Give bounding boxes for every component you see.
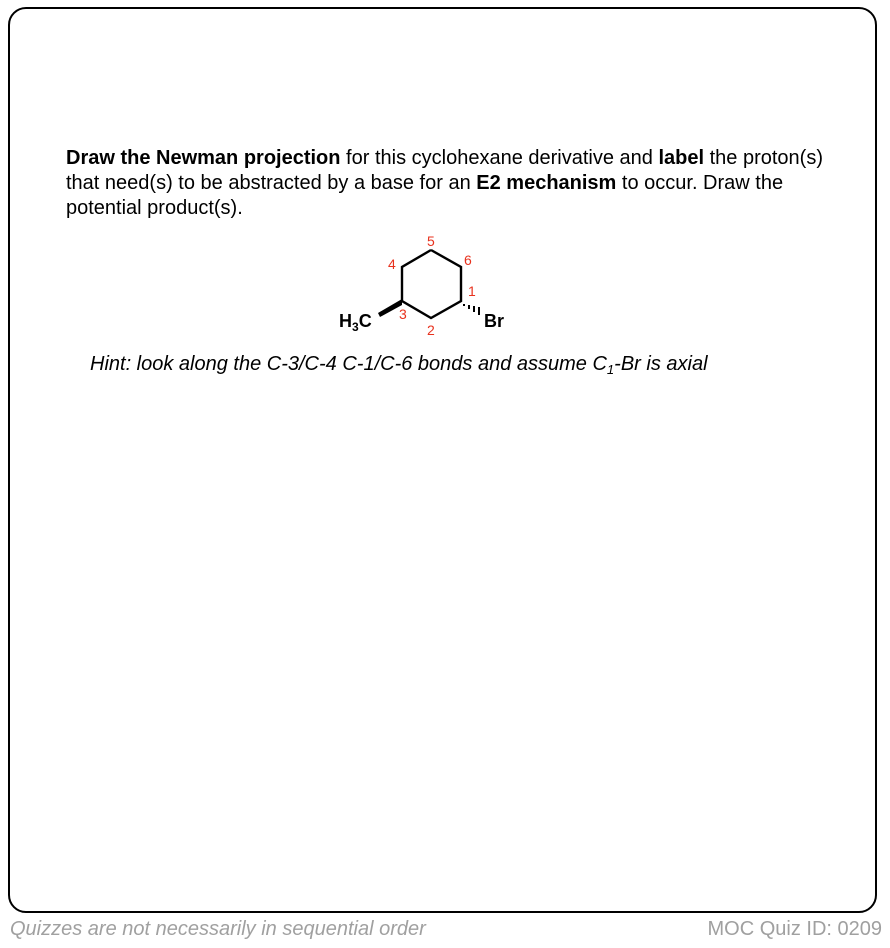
- methyl-group: [339, 311, 372, 334]
- question-bold-2: label: [658, 147, 705, 169]
- hint-text: [90, 353, 708, 376]
- footer-quiz-id: MOC Quiz ID: 0209: [707, 918, 882, 940]
- question-text-2: the proton(s) that need(s) to be abstracted by a base for an: [66, 147, 823, 194]
- atom-number-3: 3: [399, 306, 407, 322]
- methyl-c: C: [358, 311, 372, 331]
- atom-number-2: 2: [427, 322, 435, 338]
- atom-number-1: 1: [468, 283, 476, 299]
- bromo-group: Br: [484, 311, 505, 331]
- methyl-h: H: [339, 311, 352, 331]
- hint-subscript: 1: [606, 362, 615, 377]
- atom-number-6: 6: [464, 252, 472, 268]
- cyclohexane-structure: [330, 228, 530, 348]
- atom-number-4: 4: [388, 256, 396, 272]
- ring-bonds: [402, 250, 461, 318]
- question-bold-3: E2 mechanism: [476, 172, 617, 194]
- question-text-3: to occur. Draw the potential product(s).: [66, 172, 784, 219]
- atom-number-5: 5: [427, 233, 435, 249]
- question-text-1: for this cyclohexane derivative and: [340, 147, 659, 169]
- hint-text-before: Hint: look along the C-3/C-4 C-1/C-6 bonds and assume C: [90, 353, 607, 375]
- hint-text-after: -Br is axial: [614, 353, 708, 375]
- question-bold-1: Draw the Newman projection: [66, 147, 341, 169]
- quiz-card: [8, 7, 877, 913]
- question-text: [66, 146, 826, 221]
- hashed-bond: [464, 304, 479, 315]
- methyl-subscript: 3: [352, 320, 359, 334]
- footer-disclaimer: Quizzes are not necessarily in sequential order: [10, 918, 426, 940]
